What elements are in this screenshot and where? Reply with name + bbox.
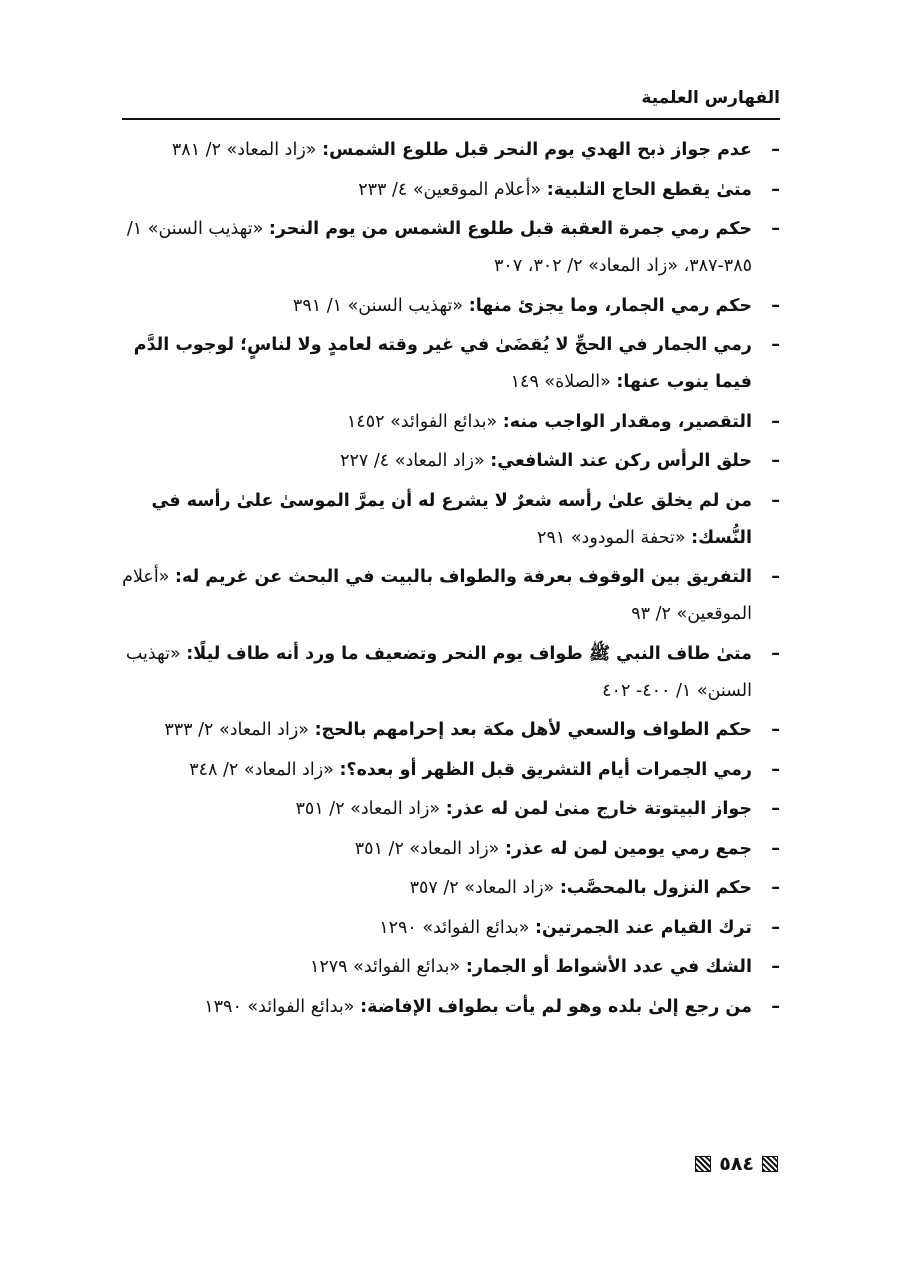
entry-reference: «زاد المعاد» ٤/ ٢٢٧ (340, 451, 485, 471)
entry-reference: «بدائع الفوائد» ١٢٧٩ (309, 957, 461, 977)
list-dash: – (771, 451, 780, 471)
list-dash: – (771, 335, 780, 355)
list-dash: – (771, 720, 780, 740)
entry-reference: «زاد المعاد» ٢/ ٣٥١ (295, 799, 441, 819)
index-entries (100, 132, 780, 1028)
list-dash: – (771, 179, 780, 200)
entry-topic: عدم جواز ذبح الهدي يوم النحر قبل طلوع الشمس: (322, 140, 752, 160)
list-dash: – (771, 643, 780, 664)
index-entry (100, 288, 780, 325)
list-dash: – (771, 799, 780, 819)
index-entry (100, 636, 780, 710)
entry-topic: من رجع إلىٰ بلده وهو لم يأت بطواف الإفاضة: (360, 996, 752, 1017)
list-dash: – (771, 490, 780, 511)
list-dash: – (771, 567, 780, 587)
index-entry (100, 791, 780, 828)
list-dash: – (771, 295, 780, 316)
index-entry (100, 483, 780, 557)
entry-topic: جمع رمي يومين لمن له عذر: (504, 838, 752, 859)
entry-topic: من لم يخلق علىٰ رأسه شعرٌ لا يشرع له أن يمرَّ الموسىٰ علىٰ رأسه في النُّسك: (151, 490, 752, 548)
page-footer (695, 1153, 778, 1175)
index-entry (100, 831, 780, 868)
entry-reference: «تهذيب السنن» ١/ ٤٠٠- ٤٠٢ (125, 643, 752, 701)
entry-topic: حكم النزول بالمحصَّب: (559, 878, 752, 898)
running-title: الفهارس العلمية (641, 88, 780, 108)
list-dash: – (771, 219, 780, 239)
entry-reference: «زاد المعاد» ٢/ ٣٨١ (171, 140, 317, 160)
ornament-icon (695, 1156, 711, 1172)
page-header (122, 86, 780, 120)
index-entry (100, 132, 780, 169)
entry-reference: «زاد المعاد» ٢/ ٣٤٨ (189, 759, 334, 780)
list-dash: – (771, 996, 780, 1017)
ornament-icon (762, 1156, 778, 1172)
entry-topic: الشك في عدد الأشواط أو الجمار: (465, 957, 752, 977)
entry-reference: «أعلام الموقعين» ٤/ ٢٣٣ (358, 179, 542, 200)
entry-reference: «تهذيب السنن» ١/ ٣٨٥-٣٨٧، «زاد المعاد» ٢/ ٣٠٢، ٣٠٧ (126, 219, 752, 276)
entry-reference: «بدائع الفوائد» ١٤٥٢ (346, 411, 498, 432)
entry-topic: حكم رمي الجمار، وما يجزئ منها: (468, 295, 752, 316)
list-dash: – (771, 759, 780, 780)
index-entry (100, 712, 780, 749)
list-dash: – (771, 878, 780, 898)
index-entry (100, 870, 780, 907)
entry-topic: حلق الرأس ركن عند الشافعي: (490, 451, 752, 471)
index-entry (100, 404, 780, 441)
index-entry (100, 172, 780, 209)
entry-reference: «زاد المعاد» ٢/ ٣٣٣ (164, 720, 309, 740)
entry-topic: التفريق بين الوقوف بعرفة والطواف بالبيت في البحث عن غريم له: (175, 567, 752, 587)
entry-reference: «زاد المعاد» ٢/ ٣٥٧ (409, 878, 555, 898)
index-entry (100, 559, 780, 633)
entry-reference: «أعلام الموقعين» ٢/ ٩٣ (122, 567, 752, 624)
entry-topic: حكم الطواف والسعي لأهل مكة بعد إحرامهم بالحج: (314, 720, 752, 740)
entry-topic: متىٰ طاف النبي ﷺ طواف يوم النحر وتضعيف ما ورد أنه طاف ليلًا: (186, 643, 752, 664)
entry-reference: «تهذيب السنن» ١/ ٣٩١ (292, 295, 464, 316)
entry-reference: «الصلاة» ١٤٩ (510, 372, 611, 392)
entry-topic: رمي الجمار في الحجِّ لا يُقضَىٰ في غير وقته لعامدٍ ولا لناسٍ؛ لوجوب الدَّم فيما ينوب عنها: (133, 335, 752, 392)
entry-topic: التقصير، ومقدار الواجب منه: (502, 411, 752, 432)
entry-topic: متىٰ يقطع الحاج التلبية: (546, 179, 752, 200)
list-dash: – (771, 957, 780, 977)
index-entry (100, 211, 780, 285)
index-entry (100, 752, 780, 789)
entry-topic: رمي الجمرات أيام التشريق قبل الظهر أو بعده؟: (339, 759, 752, 780)
list-dash: – (771, 917, 780, 938)
page-number: ٥٨٤ (719, 1153, 754, 1175)
list-dash: – (771, 411, 780, 432)
index-entry (100, 443, 780, 480)
entry-reference: «بدائع الفوائد» ١٢٩٠ (379, 917, 530, 938)
list-dash: – (771, 140, 780, 160)
entry-reference: «بدائع الفوائد» ١٣٩٠ (204, 996, 355, 1017)
entry-topic: حكم رمي جمرة العقبة قبل طلوع الشمس من يوم النحر: (268, 219, 752, 239)
entry-topic: ترك القيام عند الجمرتين: (535, 917, 752, 938)
list-dash: – (771, 838, 780, 859)
index-entry (100, 989, 780, 1026)
entry-reference: «تحفة المودود» ٢٩١ (537, 527, 686, 548)
entry-reference: «زاد المعاد» ٢/ ٣٥١ (354, 838, 500, 859)
index-entry (100, 327, 780, 401)
index-entry (100, 949, 780, 986)
entry-topic: جواز البيتوتة خارج منىٰ لمن له عذر: (445, 799, 752, 819)
index-entry (100, 910, 780, 947)
